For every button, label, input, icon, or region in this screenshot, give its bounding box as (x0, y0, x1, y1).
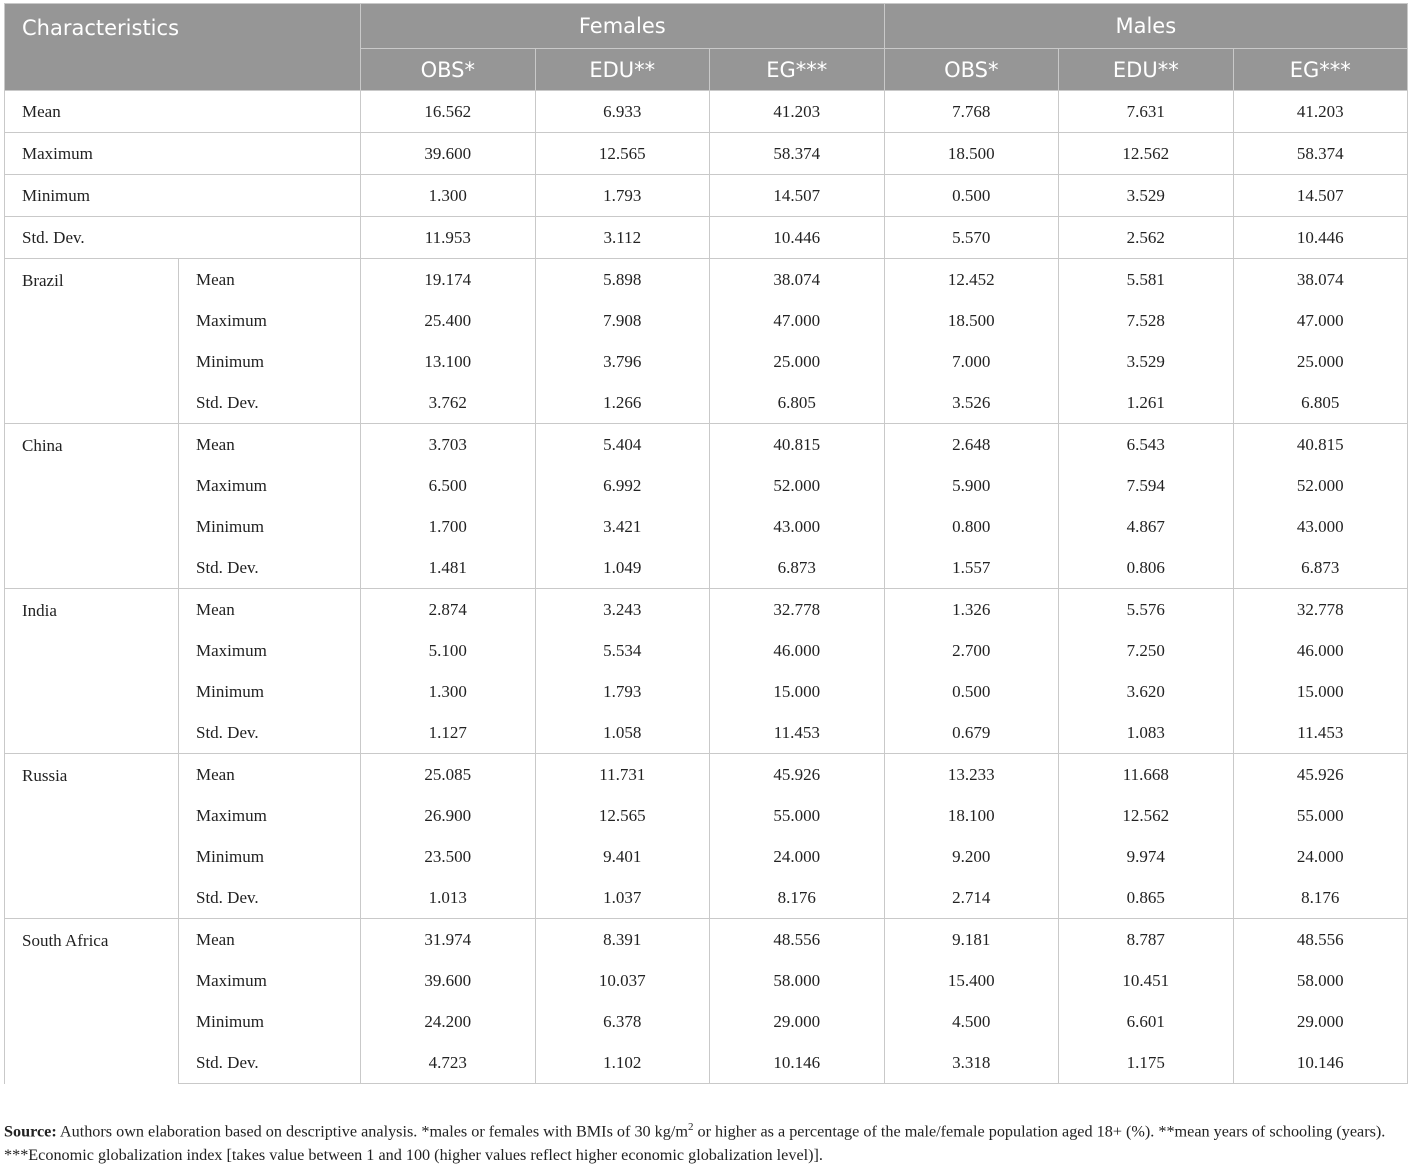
table-cell: 12.562 (1059, 133, 1234, 175)
table-row (5, 630, 1408, 671)
table-cell: 1.557 (884, 547, 1059, 589)
table-row (5, 836, 1408, 877)
sub-header-male-obs: OBS* (884, 49, 1059, 91)
table-cell: 3.762 (361, 382, 536, 424)
table-container (4, 3, 1407, 1084)
table-cell: 41.203 (1233, 91, 1408, 133)
row-label: Minimum (179, 341, 361, 382)
row-label: Maximum (179, 465, 361, 506)
table-cell: 46.000 (710, 630, 885, 671)
row-label: Mean (5, 91, 361, 133)
table-cell: 1.700 (361, 506, 536, 547)
table-cell: 24.000 (710, 836, 885, 877)
table-cell: 1.793 (535, 671, 710, 712)
table-cell: 25.000 (710, 341, 885, 382)
table-row (5, 465, 1408, 506)
table-cell: 10.446 (710, 217, 885, 259)
row-label: Std. Dev. (179, 877, 361, 919)
table-cell: 3.529 (1059, 341, 1234, 382)
table-cell: 55.000 (710, 795, 885, 836)
table-cell: 7.768 (884, 91, 1059, 133)
table-cell: 3.529 (1059, 175, 1234, 217)
table-row (5, 754, 1408, 796)
table-cell: 0.806 (1059, 547, 1234, 589)
footnote-superscript: 2 (687, 1121, 694, 1133)
table-cell: 38.074 (710, 259, 885, 301)
table-cell: 25.000 (1233, 341, 1408, 382)
table-cell: 10.146 (710, 1042, 885, 1084)
table-cell: 7.528 (1059, 300, 1234, 341)
table-cell: 1.058 (535, 712, 710, 754)
table-cell: 10.037 (535, 960, 710, 1001)
table-cell: 48.556 (710, 919, 885, 961)
table-cell: 18.100 (884, 795, 1059, 836)
table-cell: 29.000 (710, 1001, 885, 1042)
table-cell: 15.400 (884, 960, 1059, 1001)
table-row (5, 382, 1408, 424)
table-cell: 1.261 (1059, 382, 1234, 424)
males-header: Males (884, 4, 1408, 49)
table-cell: 11.668 (1059, 754, 1234, 796)
table-cell: 0.500 (884, 175, 1059, 217)
sub-header-female-obs: OBS* (361, 49, 536, 91)
row-label: Minimum (179, 671, 361, 712)
table-cell: 12.452 (884, 259, 1059, 301)
table-cell: 40.815 (710, 424, 885, 466)
country-label: Russia (5, 754, 179, 919)
table-cell: 10.451 (1059, 960, 1234, 1001)
table-cell: 6.805 (1233, 382, 1408, 424)
table-cell: 5.570 (884, 217, 1059, 259)
table-cell: 58.374 (710, 133, 885, 175)
table-row (5, 1001, 1408, 1042)
table-row (5, 671, 1408, 712)
table-cell: 5.404 (535, 424, 710, 466)
table-cell: 47.000 (710, 300, 885, 341)
table-cell: 39.600 (361, 133, 536, 175)
row-label: Maximum (179, 630, 361, 671)
table-cell: 26.900 (361, 795, 536, 836)
table-cell: 6.543 (1059, 424, 1234, 466)
table-cell: 15.000 (1233, 671, 1408, 712)
table-cell: 4.500 (884, 1001, 1059, 1042)
characteristics-header: Characteristics (5, 4, 361, 91)
table-body (5, 91, 1408, 1084)
row-label: Mean (179, 424, 361, 466)
table-cell: 43.000 (710, 506, 885, 547)
table-cell: 1.300 (361, 671, 536, 712)
table-cell: 32.778 (1233, 589, 1408, 631)
table-cell: 25.085 (361, 754, 536, 796)
table-cell: 6.378 (535, 1001, 710, 1042)
table-cell: 11.731 (535, 754, 710, 796)
table-cell: 0.679 (884, 712, 1059, 754)
table-cell: 55.000 (1233, 795, 1408, 836)
table-cell: 13.100 (361, 341, 536, 382)
row-label: Std. Dev. (5, 217, 361, 259)
table-cell: 3.112 (535, 217, 710, 259)
table-cell: 52.000 (1233, 465, 1408, 506)
descriptive-statistics-table (4, 3, 1408, 1084)
row-label: Maximum (179, 300, 361, 341)
table-cell: 58.000 (710, 960, 885, 1001)
table-row (5, 175, 1408, 217)
row-label: Maximum (5, 133, 361, 175)
table-cell: 3.796 (535, 341, 710, 382)
table-cell: 9.200 (884, 836, 1059, 877)
table-row (5, 589, 1408, 631)
table-row (5, 133, 1408, 175)
table-cell: 10.146 (1233, 1042, 1408, 1084)
table-cell: 11.453 (1233, 712, 1408, 754)
table-cell: 1.013 (361, 877, 536, 919)
table-cell: 24.200 (361, 1001, 536, 1042)
table-cell: 38.074 (1233, 259, 1408, 301)
table-cell: 12.565 (535, 133, 710, 175)
table-cell: 14.507 (710, 175, 885, 217)
table-cell: 32.778 (710, 589, 885, 631)
table-row (5, 712, 1408, 754)
table-cell: 12.562 (1059, 795, 1234, 836)
footnote-source-label: Source: (4, 1122, 57, 1141)
table-cell: 1.326 (884, 589, 1059, 631)
table-row (5, 341, 1408, 382)
table-cell: 0.865 (1059, 877, 1234, 919)
table-cell: 45.926 (710, 754, 885, 796)
table-cell: 58.374 (1233, 133, 1408, 175)
table-row (5, 506, 1408, 547)
country-label: China (5, 424, 179, 589)
table-cell: 47.000 (1233, 300, 1408, 341)
table-cell: 1.049 (535, 547, 710, 589)
table-cell: 4.867 (1059, 506, 1234, 547)
table-row (5, 300, 1408, 341)
row-label: Minimum (179, 506, 361, 547)
table-cell: 5.900 (884, 465, 1059, 506)
table-cell: 1.127 (361, 712, 536, 754)
table-cell: 15.000 (710, 671, 885, 712)
table-cell: 5.534 (535, 630, 710, 671)
table-cell: 43.000 (1233, 506, 1408, 547)
table-cell: 7.250 (1059, 630, 1234, 671)
table-cell: 41.203 (710, 91, 885, 133)
table-cell: 10.446 (1233, 217, 1408, 259)
table-cell: 9.181 (884, 919, 1059, 961)
females-header: Females (361, 4, 885, 49)
table-cell: 25.400 (361, 300, 536, 341)
table-cell: 9.974 (1059, 836, 1234, 877)
table-cell: 8.391 (535, 919, 710, 961)
table-cell: 13.233 (884, 754, 1059, 796)
table-cell: 6.873 (710, 547, 885, 589)
country-label: South Africa (5, 919, 179, 1084)
table-cell: 2.714 (884, 877, 1059, 919)
table-cell: 39.600 (361, 960, 536, 1001)
sub-header-female-eg: EG*** (710, 49, 885, 91)
table-row (5, 259, 1408, 301)
row-label: Mean (179, 589, 361, 631)
table-cell: 6.500 (361, 465, 536, 506)
table-cell: 1.481 (361, 547, 536, 589)
table-row (5, 960, 1408, 1001)
table-cell: 19.174 (361, 259, 536, 301)
table-cell: 40.815 (1233, 424, 1408, 466)
table-cell: 52.000 (710, 465, 885, 506)
table-cell: 3.421 (535, 506, 710, 547)
table-cell: 5.581 (1059, 259, 1234, 301)
table-cell: 2.874 (361, 589, 536, 631)
row-label: Mean (179, 754, 361, 796)
table-cell: 0.800 (884, 506, 1059, 547)
table-cell: 3.526 (884, 382, 1059, 424)
table-cell: 6.992 (535, 465, 710, 506)
table-row (5, 91, 1408, 133)
row-label: Std. Dev. (179, 382, 361, 424)
table-cell: 7.631 (1059, 91, 1234, 133)
footnote-text-1: Authors own elaboration based on descriptive analysis. *males or females with BMIs of 30 kg/m (56, 1122, 688, 1141)
table-cell: 2.562 (1059, 217, 1234, 259)
table-row (5, 1042, 1408, 1084)
table-cell: 11.453 (710, 712, 885, 754)
table-cell: 1.102 (535, 1042, 710, 1084)
footnote-text-2: or higher as a percentage of the male/female population aged 18+ (%). **mean years of schooling (years). ***Economic globalization index [takes value between 1 and 100 (higher values reflect higher economic globalization level)]. (4, 1122, 1386, 1165)
table-cell: 1.266 (535, 382, 710, 424)
table-cell: 6.933 (535, 91, 710, 133)
table-row (5, 547, 1408, 589)
table-row (5, 877, 1408, 919)
table-cell: 18.500 (884, 133, 1059, 175)
table-cell: 45.926 (1233, 754, 1408, 796)
table-cell: 7.594 (1059, 465, 1234, 506)
table-cell: 14.507 (1233, 175, 1408, 217)
table-cell: 3.243 (535, 589, 710, 631)
table-cell: 48.556 (1233, 919, 1408, 961)
table-cell: 18.500 (884, 300, 1059, 341)
table-cell: 2.648 (884, 424, 1059, 466)
table-cell: 0.500 (884, 671, 1059, 712)
table-cell: 5.100 (361, 630, 536, 671)
row-label: Maximum (179, 795, 361, 836)
sub-header-female-edu: EDU** (535, 49, 710, 91)
table-cell: 7.000 (884, 341, 1059, 382)
row-label: Std. Dev. (179, 1042, 361, 1084)
table-cell: 29.000 (1233, 1001, 1408, 1042)
table-cell: 4.723 (361, 1042, 536, 1084)
table-row (5, 795, 1408, 836)
table-cell: 3.318 (884, 1042, 1059, 1084)
table-cell: 5.898 (535, 259, 710, 301)
country-label: Brazil (5, 259, 179, 424)
row-label: Minimum (179, 836, 361, 877)
table-cell: 11.953 (361, 217, 536, 259)
table-cell: 3.703 (361, 424, 536, 466)
table-cell: 3.620 (1059, 671, 1234, 712)
table-cell: 6.601 (1059, 1001, 1234, 1042)
table-cell: 9.401 (535, 836, 710, 877)
table-cell: 31.974 (361, 919, 536, 961)
row-label: Std. Dev. (179, 547, 361, 589)
table-cell: 1.083 (1059, 712, 1234, 754)
country-label: India (5, 589, 179, 754)
table-row (5, 919, 1408, 961)
row-label: Std. Dev. (179, 712, 361, 754)
row-label: Minimum (179, 1001, 361, 1042)
table-cell: 6.805 (710, 382, 885, 424)
table-cell: 5.576 (1059, 589, 1234, 631)
table-cell: 46.000 (1233, 630, 1408, 671)
footnote (4, 1115, 1407, 1167)
row-label: Mean (179, 259, 361, 301)
table-row (5, 217, 1408, 259)
table-cell: 7.908 (535, 300, 710, 341)
table-cell: 6.873 (1233, 547, 1408, 589)
row-label: Maximum (179, 960, 361, 1001)
table-cell: 58.000 (1233, 960, 1408, 1001)
table-cell: 16.562 (361, 91, 536, 133)
table-cell: 12.565 (535, 795, 710, 836)
row-label: Mean (179, 919, 361, 961)
table-cell: 1.037 (535, 877, 710, 919)
table-cell: 23.500 (361, 836, 536, 877)
table-cell: 8.176 (710, 877, 885, 919)
row-label: Minimum (5, 175, 361, 217)
table-cell: 8.176 (1233, 877, 1408, 919)
table-cell: 1.300 (361, 175, 536, 217)
sub-header-male-eg: EG*** (1233, 49, 1408, 91)
table-cell: 24.000 (1233, 836, 1408, 877)
table-row (5, 424, 1408, 466)
table-cell: 8.787 (1059, 919, 1234, 961)
table-cell: 1.793 (535, 175, 710, 217)
table-cell: 2.700 (884, 630, 1059, 671)
sub-header-male-edu: EDU** (1059, 49, 1234, 91)
table-cell: 1.175 (1059, 1042, 1234, 1084)
